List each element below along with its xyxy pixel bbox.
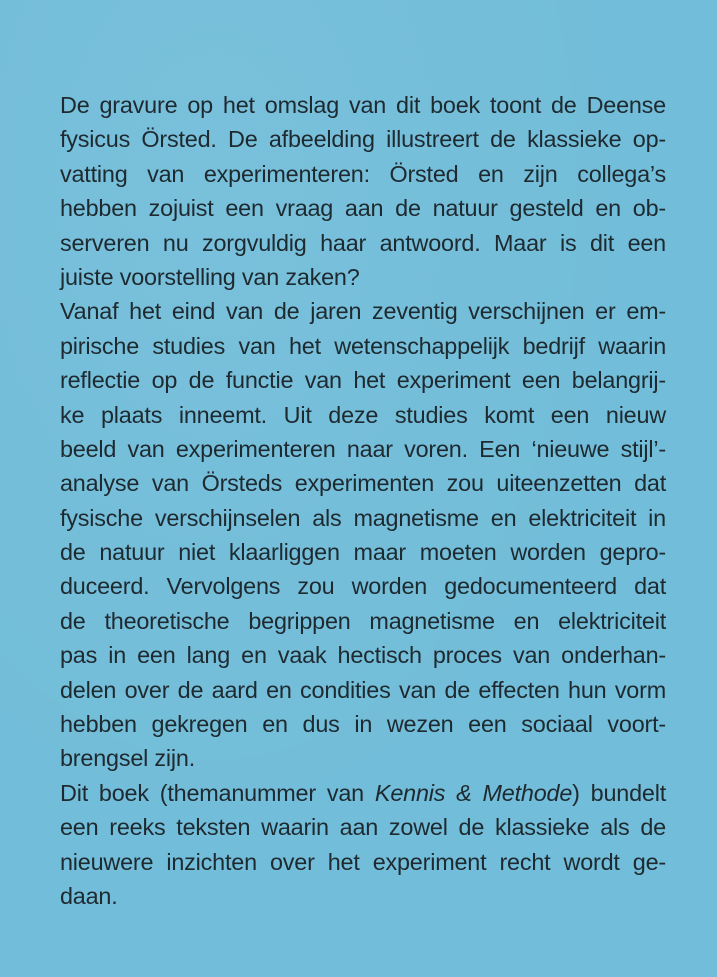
text-line: daan. [60,882,118,909]
text-line: beeld van experimenteren naar voren. Een ‘nieuwe stijl’- [60,435,666,462]
text-line: delen over de aard en condities van de effecten hun vorm [60,676,666,703]
text-line: pas in een lang en vaak hectisch proces van onderhan- [60,642,666,669]
text-run: Dit boek (themanummer van [60,779,375,806]
text-line: Vanaf het eind van de jaren zeventig verschijnen er em- [60,298,666,325]
text-line: juiste voorstelling van zaken? [60,263,360,290]
text-line: serveren nu zorgvuldig haar antwoord. Maar is dit een [60,229,666,256]
paragraph-3 [60,776,666,914]
text-line: ke plaats inneemt. Uit deze studies komt een nieuw [60,401,666,428]
text-line: vatting van experimenteren: Örsted en zijn collega’s [60,160,666,187]
text-line: nieuwere inzichten over het experiment recht wordt ge- [60,848,666,875]
text-line: een reeks teksten waarin aan zowel de klassieke als de [60,814,666,841]
text-line: brengsel zijn. [60,745,196,772]
text-line: fysische verschijnselen als magnetisme en elektriciteit in [60,504,666,531]
paragraph-1 [60,88,666,294]
text-line: de natuur niet klaarliggen maar moeten worden gepro- [60,539,666,566]
text-line [60,776,666,810]
text-line: reflectie op de functie van het experiment een belangrij- [60,367,666,394]
text-line: hebben zojuist een vraag aan de natuur gesteld en ob- [60,195,666,222]
text-line: hebben gekregen en dus in wezen een sociaal voort- [60,711,666,738]
text-line: analyse van Örsteds experimenten zou uiteenzetten dat [60,470,666,497]
text-run: ) bundelt [572,779,666,806]
text-line: fysicus Örsted. De afbeelding illustreert de klassieke op- [60,126,666,153]
blurb-text [60,88,666,913]
text-line: duceerd. Vervolgens zou worden gedocumenteerd dat [60,573,666,600]
text-line: pirische studies van het wetenschappelijk bedrijf waarin [60,332,666,359]
text-line: de theoretische begrippen magnetisme en elektriciteit [60,607,666,634]
text-line: De gravure op het omslag van dit boek toont de Deense [60,92,666,118]
paragraph-2 [60,294,666,775]
italic-title: Kennis & Methode [374,779,573,806]
